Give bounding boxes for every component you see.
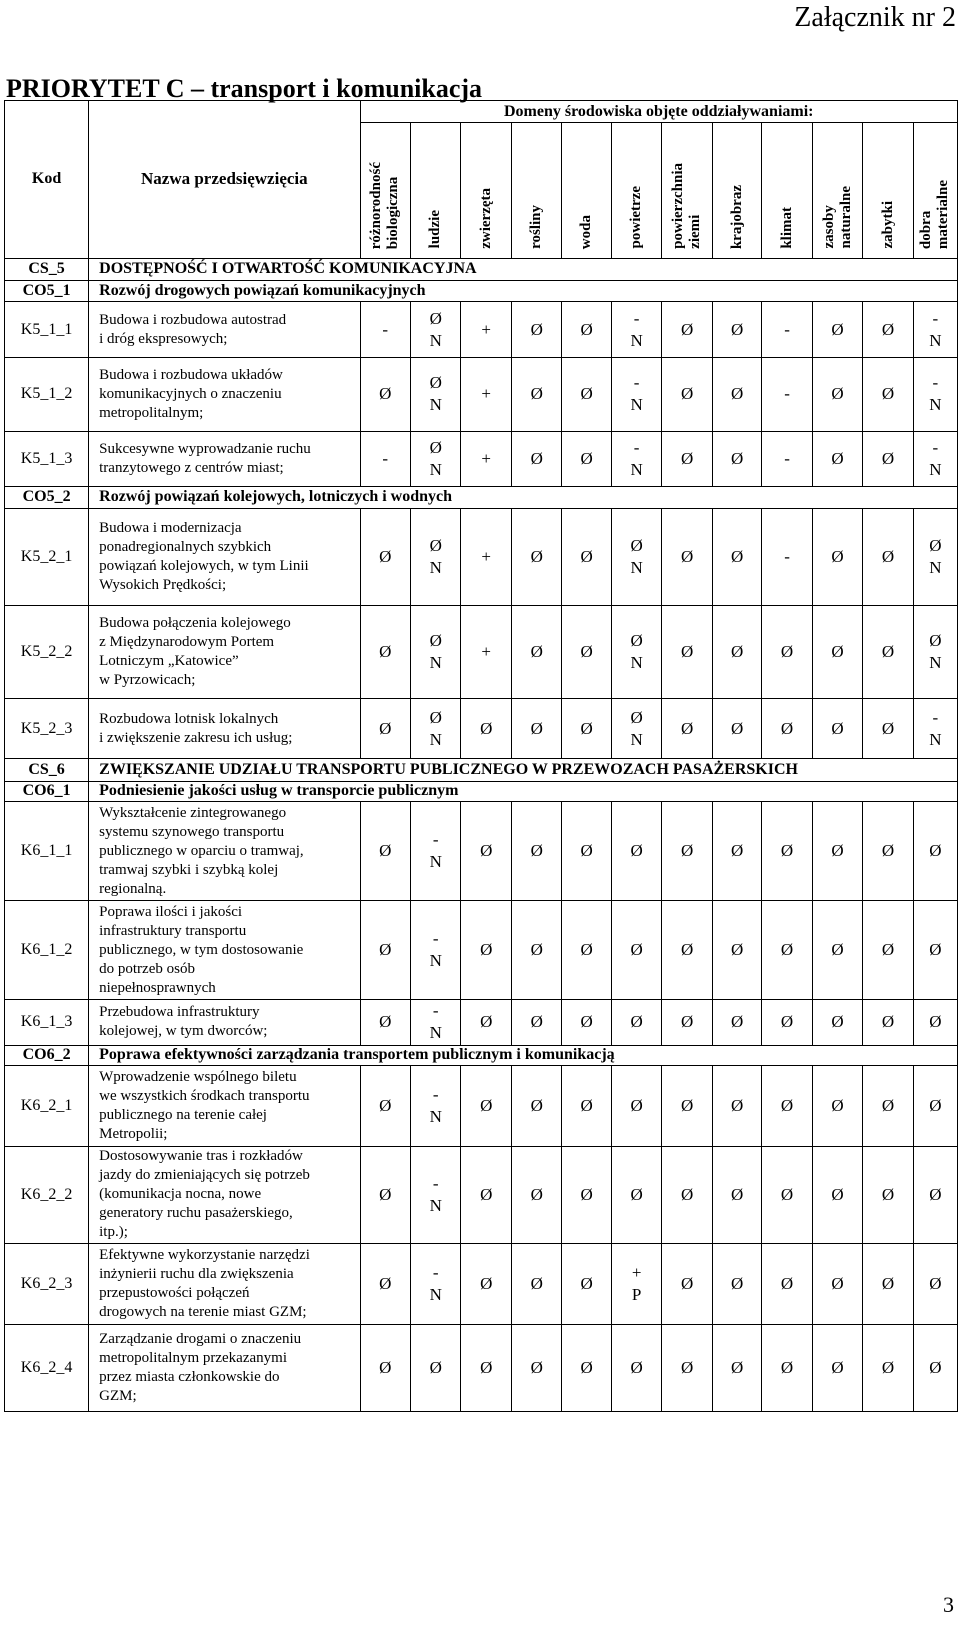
impact-value: Ø (562, 605, 611, 698)
impact-value: - (762, 431, 812, 487)
impact-value: Ø (863, 302, 913, 358)
impact-value: Ø (511, 431, 561, 487)
project-name: Poprawa ilości i jakości infrastruktury transportu publicznego, w tym dostosowanie do potrzeb osób niepełnosprawnych (89, 901, 360, 1000)
column-header (411, 123, 461, 259)
impact-value: + (461, 357, 511, 431)
impact-value: Ø (913, 1000, 957, 1046)
impact-value: Ø (360, 801, 410, 900)
impact-value: Ø N (913, 605, 957, 698)
impact-value: Ø (511, 1065, 561, 1146)
column-header (762, 123, 812, 259)
impact-value: Ø (812, 508, 862, 605)
project-name: Budowa i modernizacja ponadregionalnych szybkich powiązań kolejowych, w tym Linii Wysokich Prędkości; (89, 508, 360, 605)
row-code: CO5_1 (5, 281, 89, 302)
table-row (5, 1243, 958, 1324)
impact-value: Ø (913, 1065, 957, 1146)
column-header (913, 123, 957, 259)
impact-value: Ø (913, 801, 957, 900)
impact-value: Ø (360, 1324, 410, 1411)
impact-value: Ø (562, 1146, 611, 1243)
section-row (5, 759, 958, 781)
impact-value: Ø (762, 801, 812, 900)
row-code: K5_1_3 (5, 431, 89, 487)
row-code: CO5_2 (5, 487, 89, 508)
impact-value: - N (913, 431, 957, 487)
impact-value: Ø (511, 605, 561, 698)
project-name: Wykształcenie zintegrowanego systemu szynowego transportu publicznego w oparciu o tramwaj, tramwaj szybki i szybką kolej regionalną. (89, 801, 360, 900)
impact-value: Ø (511, 1324, 561, 1411)
impact-value: + (461, 605, 511, 698)
column-header (812, 123, 862, 259)
impact-value: Ø (762, 1065, 812, 1146)
row-code: K5_1_2 (5, 357, 89, 431)
impact-value: Ø (762, 605, 812, 698)
impact-value: Ø (812, 1324, 862, 1411)
impact-value: Ø (863, 1146, 913, 1243)
project-name: Dostosowywanie tras i rozkładów jazdy do zmieniających się potrzeb (komunikacja nocna, nowe generatory ruchu pasażerskiego, itp.); (89, 1146, 360, 1243)
impact-value: Ø (562, 1324, 611, 1411)
impact-value: Ø (863, 1000, 913, 1046)
project-name: Wprowadzenie wspólnego biletu we wszystkich środkach transportu publicznego na terenie całej Metropolii; (89, 1065, 360, 1146)
impact-value: Ø N (611, 698, 661, 759)
impact-value: Ø N (611, 508, 661, 605)
impact-value: Ø (812, 302, 862, 358)
code-header: Kod (5, 101, 89, 259)
section-row (5, 258, 958, 280)
column-header (511, 123, 561, 259)
impact-value: Ø (662, 901, 712, 1000)
impact-value: Ø (360, 698, 410, 759)
impact-value: Ø (511, 801, 561, 900)
section-title: Poprawa efektywności zarządzania transportem publicznym i komunikacją (89, 1045, 958, 1065)
project-name: Rozbudowa lotnisk lokalnych i zwiększenie zakresu ich usług; (89, 698, 360, 759)
impact-value: Ø (360, 901, 410, 1000)
impact-value: Ø (360, 508, 410, 605)
impact-value: Ø (562, 431, 611, 487)
row-code: K5_2_1 (5, 508, 89, 605)
impact-value: Ø (913, 901, 957, 1000)
row-code: K6_2_2 (5, 1146, 89, 1243)
column-header (611, 123, 661, 259)
column-header (662, 123, 712, 259)
row-code: K6_2_4 (5, 1324, 89, 1411)
project-name: Budowa i rozbudowa układów komunikacyjnych o znaczeniu metropolitalnym; (89, 357, 360, 431)
row-code: K5_2_2 (5, 605, 89, 698)
table-row (5, 508, 958, 605)
impact-value: Ø (411, 1324, 461, 1411)
impact-value: - (360, 431, 410, 487)
impact-value: - N (913, 302, 957, 358)
impact-value: Ø (662, 605, 712, 698)
impact-value: Ø (762, 1000, 812, 1046)
impact-value: - N (411, 1065, 461, 1146)
impact-value: Ø (611, 1146, 661, 1243)
column-header (461, 123, 511, 259)
impact-value: Ø (511, 357, 561, 431)
row-code: K6_1_1 (5, 801, 89, 900)
impact-value: Ø (812, 1243, 862, 1324)
row-code: CS_5 (5, 258, 89, 280)
impact-value: - N (411, 801, 461, 900)
table-row (5, 1065, 958, 1146)
table-row (5, 605, 958, 698)
column-header (360, 123, 410, 259)
impact-value: Ø (812, 801, 862, 900)
table-row (5, 1000, 958, 1046)
section-row (5, 1045, 958, 1065)
impact-value: Ø (712, 1000, 761, 1046)
section-title: Rozwój powiązań kolejowych, lotniczych i wodnych (89, 487, 958, 508)
impact-value: - N (611, 357, 661, 431)
annex-label: Załącznik nr 2 (794, 2, 956, 33)
impact-value: Ø (762, 698, 812, 759)
name-header: Nazwa przedsięwzięcia (89, 101, 360, 259)
impact-value: Ø (562, 1000, 611, 1046)
impact-value: Ø (461, 801, 511, 900)
impact-value: Ø (562, 357, 611, 431)
impact-value: Ø (461, 901, 511, 1000)
impact-value: Ø (562, 508, 611, 605)
project-name: Budowa i rozbudowa autostrad i dróg ekspresowych; (89, 302, 360, 358)
impact-value: Ø (662, 431, 712, 487)
impact-value: + P (611, 1243, 661, 1324)
impact-value: Ø (511, 508, 561, 605)
impact-value: Ø (360, 1146, 410, 1243)
impact-value: Ø (712, 431, 761, 487)
impact-value: Ø (562, 801, 611, 900)
impact-value: Ø (611, 1000, 661, 1046)
impact-value: Ø (511, 302, 561, 358)
impact-value: - (360, 302, 410, 358)
impact-value: Ø (562, 1065, 611, 1146)
impact-value: Ø (863, 698, 913, 759)
section-row (5, 781, 958, 801)
column-header-label: zwierzęta (477, 188, 494, 249)
impact-value: Ø (863, 1065, 913, 1146)
table-row (5, 302, 958, 358)
impact-value: Ø (762, 1243, 812, 1324)
column-header-label: ludzie (427, 210, 444, 249)
column-header-label: powierzchnia ziemi (670, 162, 704, 249)
impact-value: Ø (662, 1000, 712, 1046)
impact-value: Ø (662, 1065, 712, 1146)
table-row (5, 801, 958, 900)
table-row (5, 1324, 958, 1411)
impact-value: Ø (812, 605, 862, 698)
impact-value: Ø N (411, 357, 461, 431)
row-code: K6_2_1 (5, 1065, 89, 1146)
impact-value: Ø N (411, 431, 461, 487)
impact-value: Ø (712, 1065, 761, 1146)
impact-value: Ø N (913, 508, 957, 605)
impact-value: + (461, 431, 511, 487)
impact-value: Ø (662, 698, 712, 759)
column-header-label: krajobraz (728, 184, 745, 249)
impact-value: Ø (611, 1324, 661, 1411)
impact-value: - (762, 508, 812, 605)
impact-value: Ø (360, 1000, 410, 1046)
impact-value: Ø (611, 901, 661, 1000)
impact-value: Ø (712, 901, 761, 1000)
row-code: CO6_2 (5, 1045, 89, 1065)
impact-value: Ø (461, 1324, 511, 1411)
impact-value: - N (411, 1000, 461, 1046)
section-title: Podniesienie jakości usług w transporcie publicznym (89, 781, 958, 801)
impact-value: Ø (913, 1146, 957, 1243)
impact-value: Ø (863, 431, 913, 487)
column-header-label: dobra materialne (918, 179, 952, 249)
row-code: K5_1_1 (5, 302, 89, 358)
impact-value: Ø (762, 901, 812, 1000)
project-name: Przebudowa infrastruktury kolejowej, w tym dworców; (89, 1000, 360, 1046)
impact-value: Ø N (611, 605, 661, 698)
row-code: CS_6 (5, 759, 89, 781)
column-header-label: rośliny (528, 204, 545, 249)
impact-value: Ø (712, 1243, 761, 1324)
table-row (5, 901, 958, 1000)
column-header-label: klimat (778, 207, 795, 249)
impact-value: Ø (562, 901, 611, 1000)
impact-value: Ø (461, 1000, 511, 1046)
impact-value: Ø (511, 1000, 561, 1046)
column-header-label: powietrze (628, 186, 645, 249)
row-code: K5_2_3 (5, 698, 89, 759)
impact-value: - N (611, 302, 661, 358)
section-title: ZWIĘKSZANIE UDZIAŁU TRANSPORTU PUBLICZNEGO W PRZEWOZACH PASAŻERSKICH (89, 759, 958, 781)
row-code: K6_1_2 (5, 901, 89, 1000)
impact-value: Ø (863, 901, 913, 1000)
impact-value: Ø (662, 801, 712, 900)
impact-value: Ø (712, 605, 761, 698)
table-row (5, 1146, 958, 1243)
impact-value: Ø (611, 801, 661, 900)
column-header-label: woda (578, 214, 595, 249)
project-name: Zarządzanie drogami o znaczeniu metropolitalnym przekazanymi przez miasta członkowskie do GZM; (89, 1324, 360, 1411)
impact-value: Ø (863, 357, 913, 431)
impact-value: - N (913, 698, 957, 759)
impact-value: Ø (461, 698, 511, 759)
row-code: K6_1_3 (5, 1000, 89, 1046)
impact-value: - (762, 302, 812, 358)
row-code: CO6_1 (5, 781, 89, 801)
impact-value: Ø (662, 302, 712, 358)
page-title: PRIORYTET C – transport i komunikacja (6, 74, 483, 103)
impact-value: Ø N (411, 302, 461, 358)
impact-value: Ø (812, 357, 862, 431)
column-header (712, 123, 761, 259)
impact-value: Ø (662, 357, 712, 431)
impact-value: Ø (712, 508, 761, 605)
impact-value: Ø (762, 1324, 812, 1411)
impact-value: Ø (762, 1146, 812, 1243)
impact-value: Ø (461, 1146, 511, 1243)
impact-value: Ø (812, 1000, 862, 1046)
impact-value: Ø (562, 1243, 611, 1324)
section-title: DOSTĘPNOŚĆ I OTWARTOŚĆ KOMUNIKACYJNA (89, 258, 958, 280)
project-name: Budowa połączenia kolejowego z Międzynarodowym Portem Lotniczym „Katowice” w Pyrzowicach; (89, 605, 360, 698)
impact-value: Ø (812, 431, 862, 487)
table-row (5, 698, 958, 759)
impact-value: Ø (913, 1324, 957, 1411)
impact-value: Ø (812, 698, 862, 759)
section-title: Rozwój drogowych powiązań komunikacyjnych (89, 281, 958, 302)
impact-value: Ø (662, 508, 712, 605)
header-row-domains (5, 101, 958, 123)
impact-value: - N (913, 357, 957, 431)
impact-table (4, 100, 958, 1412)
domains-header: Domeny środowiska objęte oddziaływaniami: (360, 101, 957, 123)
impact-value: Ø N (411, 605, 461, 698)
impact-value: Ø (662, 1146, 712, 1243)
impact-value: Ø (360, 605, 410, 698)
section-row (5, 487, 958, 508)
impact-value: Ø (812, 1146, 862, 1243)
impact-value: Ø (360, 357, 410, 431)
impact-value: Ø (662, 1243, 712, 1324)
impact-value: Ø (863, 1324, 913, 1411)
impact-value: Ø (712, 302, 761, 358)
column-header (562, 123, 611, 259)
column-header-label: zasoby naturalne (820, 186, 854, 249)
project-name: Efektywne wykorzystanie narzędzi inżynierii ruchu dla zwiększenia przepustowości połączeń drogowych na terenie miast GZM; (89, 1243, 360, 1324)
impact-value: Ø (863, 508, 913, 605)
impact-value: Ø (562, 302, 611, 358)
impact-value: - N (411, 1243, 461, 1324)
impact-value: Ø (562, 698, 611, 759)
impact-value: Ø (863, 801, 913, 900)
impact-value: Ø N (411, 508, 461, 605)
impact-value: Ø (712, 801, 761, 900)
column-header-label: zabytki (879, 201, 896, 249)
impact-value: - (762, 357, 812, 431)
project-name: Sukcesywne wyprowadzanie ruchu tranzytowego z centrów miast; (89, 431, 360, 487)
impact-value: Ø (511, 698, 561, 759)
impact-value: Ø (812, 901, 862, 1000)
impact-value: Ø (461, 1065, 511, 1146)
impact-value: Ø (611, 1065, 661, 1146)
impact-value: Ø (360, 1243, 410, 1324)
impact-value: Ø (511, 1243, 561, 1324)
impact-value: Ø N (411, 698, 461, 759)
impact-value: Ø (461, 1243, 511, 1324)
impact-value: - N (611, 431, 661, 487)
impact-value: Ø (511, 901, 561, 1000)
impact-value: Ø (662, 1324, 712, 1411)
impact-value: Ø (812, 1065, 862, 1146)
impact-value: Ø (863, 605, 913, 698)
table-row (5, 357, 958, 431)
impact-value: Ø (360, 1065, 410, 1146)
impact-value: Ø (863, 1243, 913, 1324)
row-code: K6_2_3 (5, 1243, 89, 1324)
impact-value: Ø (712, 1146, 761, 1243)
page-number: 3 (943, 1592, 954, 1617)
column-header (863, 123, 913, 259)
table-row (5, 431, 958, 487)
impact-value: Ø (511, 1146, 561, 1243)
impact-value: - N (411, 1146, 461, 1243)
impact-value: + (461, 302, 511, 358)
impact-value: Ø (712, 1324, 761, 1411)
section-row (5, 281, 958, 302)
impact-value: Ø (913, 1243, 957, 1324)
column-header-label: różnorodność biologiczna (368, 161, 402, 249)
impact-value: - N (411, 901, 461, 1000)
impact-value: + (461, 508, 511, 605)
impact-value: Ø (712, 698, 761, 759)
impact-value: Ø (712, 357, 761, 431)
